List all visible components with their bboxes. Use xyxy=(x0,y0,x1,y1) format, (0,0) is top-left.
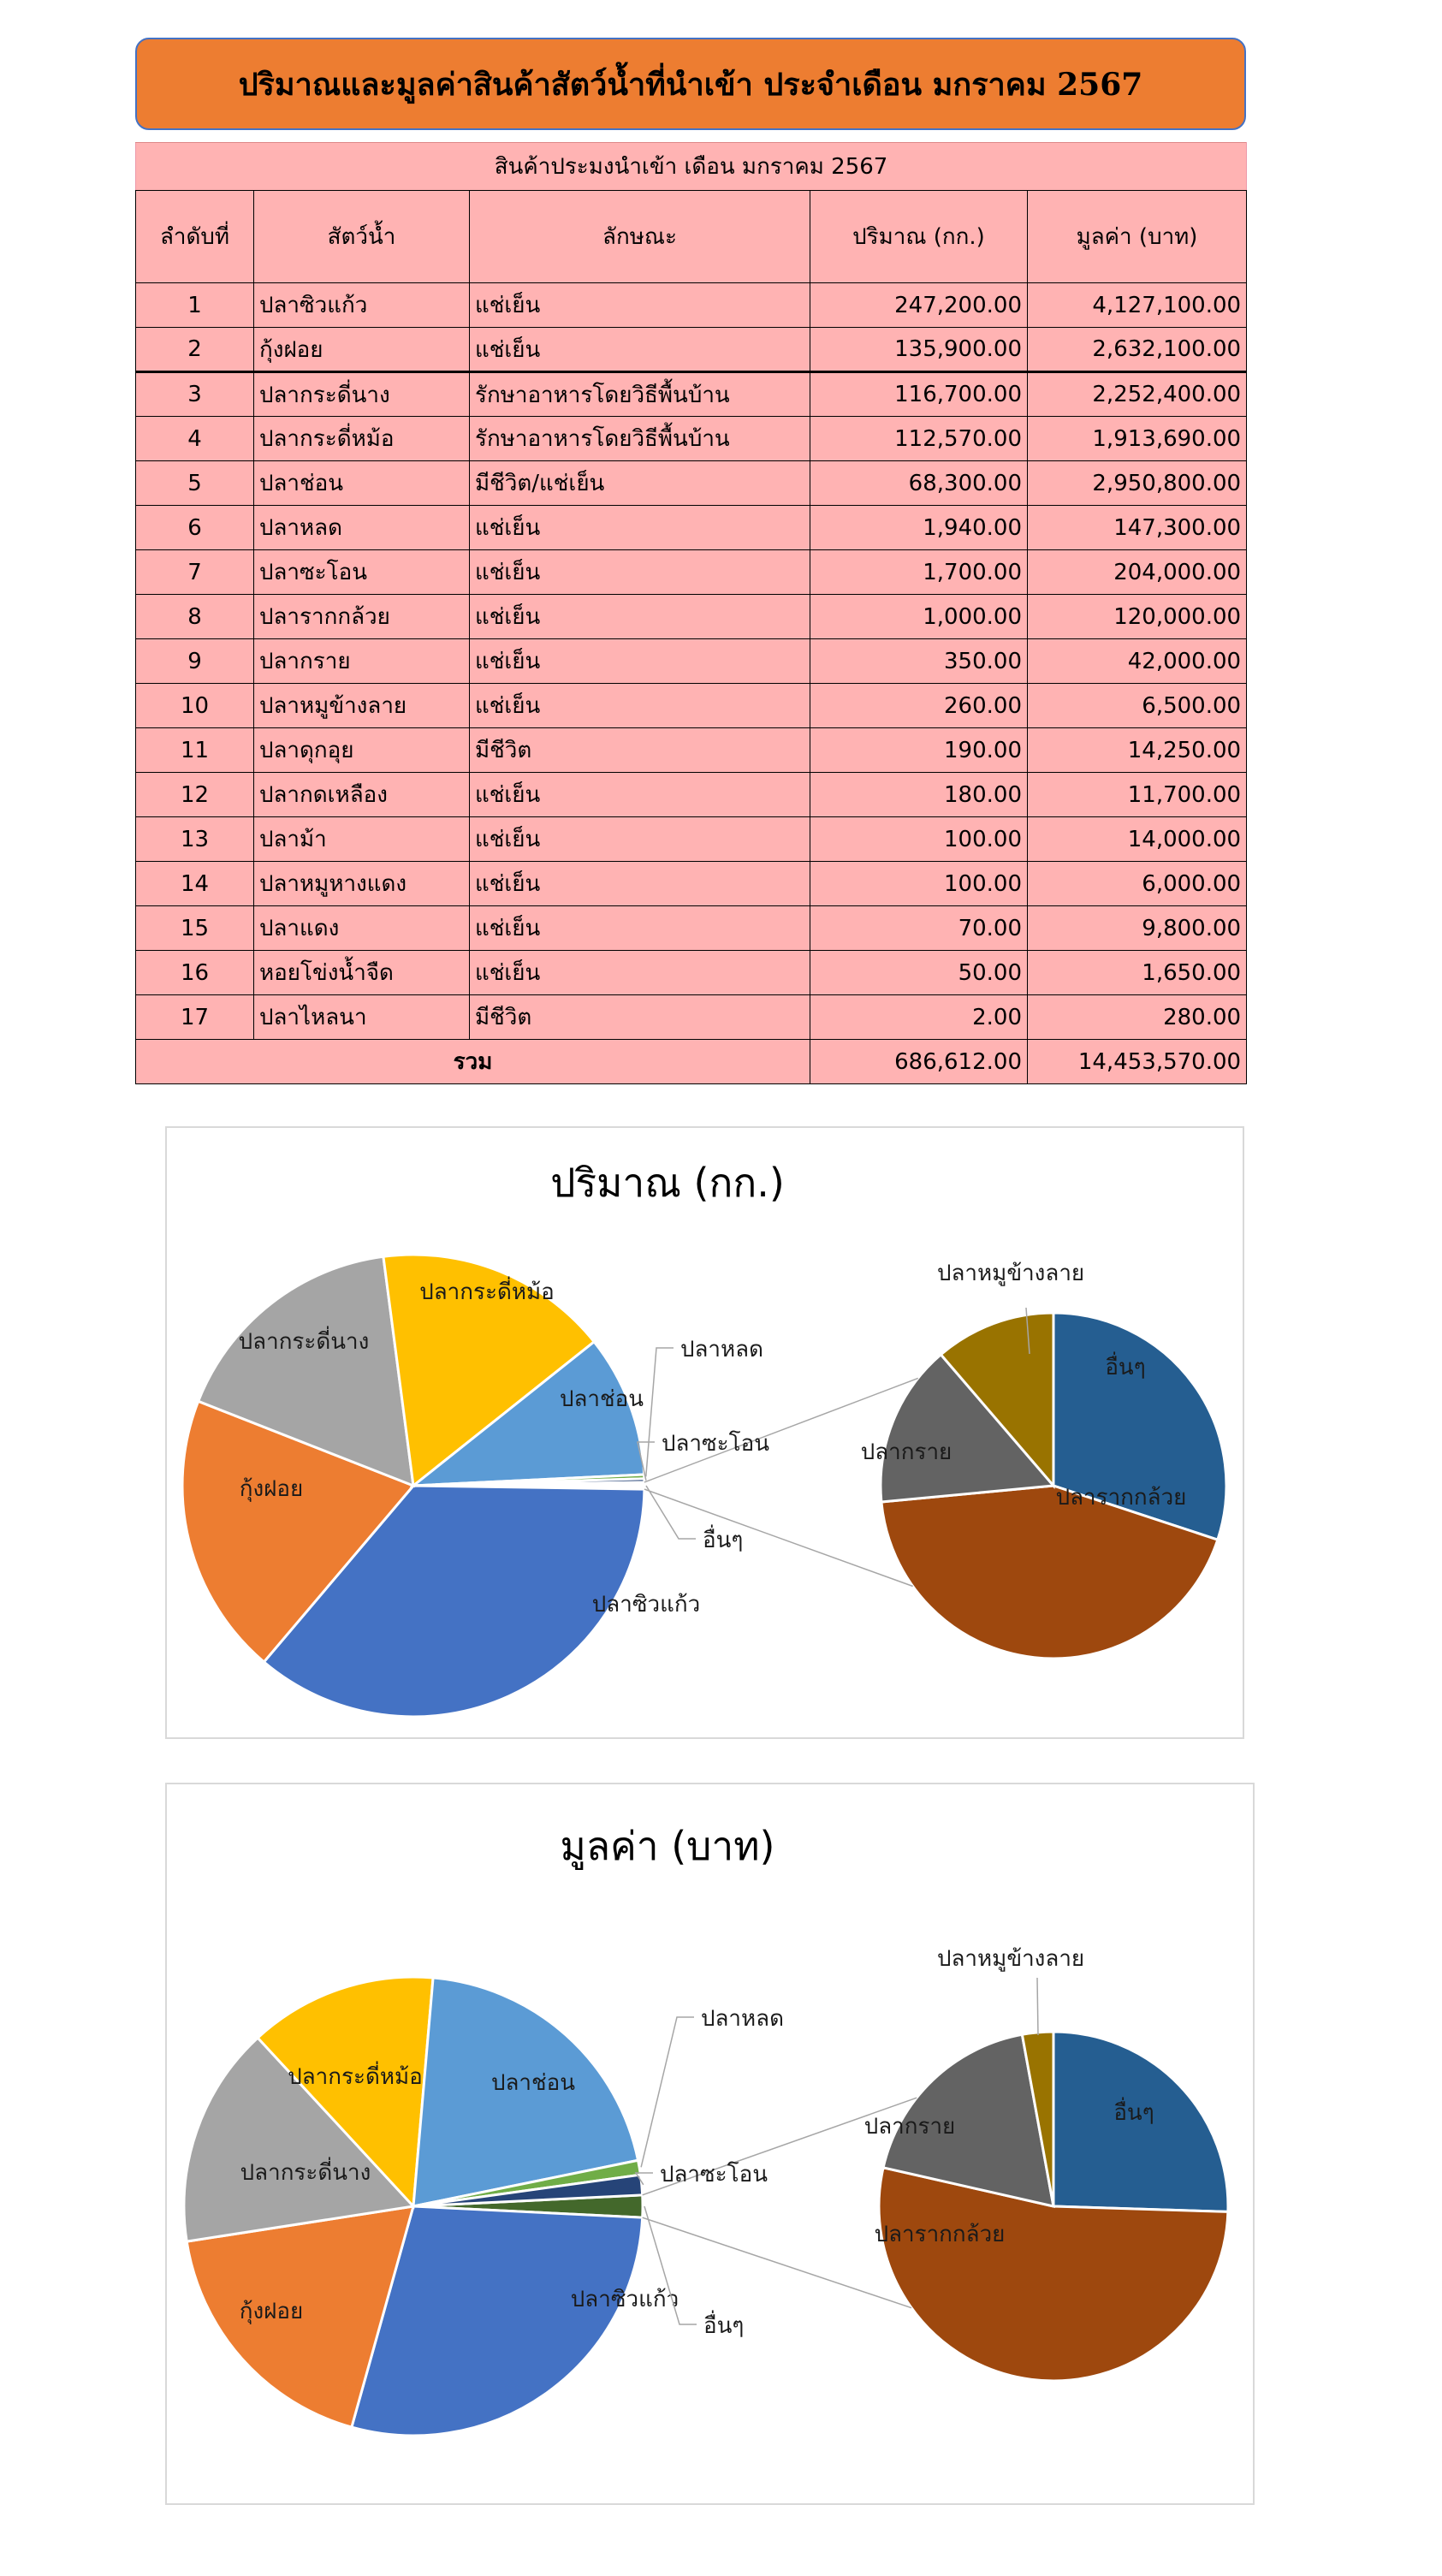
cell-type: มีชีวิต/แช่เย็น xyxy=(470,461,810,506)
cell-animal: ปลาซะโอน xyxy=(254,550,470,595)
cell-no: 8 xyxy=(136,595,254,639)
cell-value: 4,127,100.00 xyxy=(1028,283,1247,328)
col-header-animal: สัตว์น้ำ xyxy=(254,191,470,283)
pie-label: ปลาซิวแก้ว xyxy=(570,2287,679,2312)
cell-type: แช่เย็น xyxy=(470,328,810,372)
cell-value: 42,000.00 xyxy=(1028,639,1247,684)
table-total-row xyxy=(136,1040,1247,1084)
cell-quantity: 70.00 xyxy=(810,906,1028,951)
cell-animal: ปลาซิวแก้ว xyxy=(254,283,470,328)
breakout-label: ปลารากกล้วย xyxy=(874,2222,1006,2247)
table-row xyxy=(136,417,1247,461)
total-label: รวม xyxy=(136,1040,810,1084)
cell-value: 14,250.00 xyxy=(1028,728,1247,773)
breakout-label: ปลารากกล้วย xyxy=(1055,1485,1187,1511)
pie-label: ปลาช่อน xyxy=(559,1386,644,1412)
cell-value: 280.00 xyxy=(1028,995,1247,1040)
table-row xyxy=(136,283,1247,328)
chart-title: มูลค่า (บาท) xyxy=(560,1823,775,1869)
table-row xyxy=(136,550,1247,595)
cell-type: แช่เย็น xyxy=(470,595,810,639)
pie-label: ปลากระดี่หม้อ xyxy=(419,1279,555,1305)
import-table xyxy=(135,142,1247,1084)
cell-animal: ปลากดเหลือง xyxy=(254,773,470,817)
cell-quantity: 260.00 xyxy=(810,684,1028,728)
connector-line xyxy=(643,2217,911,2307)
cell-animal: ปลาช่อน xyxy=(254,461,470,506)
cell-type: แช่เย็น xyxy=(470,506,810,550)
quantity-chart xyxy=(165,1126,1244,1739)
cell-type: แช่เย็น xyxy=(470,283,810,328)
cell-animal: ปลาหมูข้างลาย xyxy=(254,684,470,728)
pie-outside-label: ปลาซะโอน xyxy=(662,1431,770,1457)
table-row xyxy=(136,372,1247,417)
pie-outside-label: ปลาซะโอน xyxy=(660,2162,768,2187)
cell-no: 14 xyxy=(136,862,254,906)
cell-quantity: 135,900.00 xyxy=(810,328,1028,372)
leader-line xyxy=(641,2017,694,2167)
cell-animal: กุ้งฝอย xyxy=(254,328,470,372)
cell-value: 1,650.00 xyxy=(1028,951,1247,995)
table-row xyxy=(136,906,1247,951)
cell-no: 7 xyxy=(136,550,254,595)
table-subtitle: สินค้าประมงนำเข้า เดือน มกราคม 2567 xyxy=(136,143,1247,191)
cell-value: 204,000.00 xyxy=(1028,550,1247,595)
cell-quantity: 247,200.00 xyxy=(810,283,1028,328)
cell-no: 3 xyxy=(136,372,254,417)
quantity-chart-svg xyxy=(167,1128,1246,1741)
cell-animal: ปลาดุกอุย xyxy=(254,728,470,773)
cell-no: 4 xyxy=(136,417,254,461)
page-title: ปริมาณและมูลค่าสินค้าสัตว์น้ำที่นำเข้า ประจำเดือน มกราคม 2567 xyxy=(238,66,1143,103)
table-row xyxy=(136,995,1247,1040)
table-row xyxy=(136,328,1247,372)
cell-quantity: 2.00 xyxy=(810,995,1028,1040)
cell-value: 2,252,400.00 xyxy=(1028,372,1247,417)
cell-no: 10 xyxy=(136,684,254,728)
value-chart xyxy=(165,1783,1255,2505)
cell-no: 2 xyxy=(136,328,254,372)
pie-label: ปลาซิวแก้ว xyxy=(591,1592,701,1617)
cell-no: 15 xyxy=(136,906,254,951)
cell-type: แช่เย็น xyxy=(470,906,810,951)
cell-type: รักษาอาหารโดยวิธีพื้นบ้าน xyxy=(470,372,810,417)
cell-quantity: 1,940.00 xyxy=(810,506,1028,550)
cell-type: แช่เย็น xyxy=(470,639,810,684)
leader-line xyxy=(646,1348,674,1476)
cell-type: แช่เย็น xyxy=(470,550,810,595)
cell-type: แช่เย็น xyxy=(470,684,810,728)
table-row xyxy=(136,506,1247,550)
cell-type: แช่เย็น xyxy=(470,862,810,906)
pie-label: ปลากระดี่หม้อ xyxy=(288,2064,423,2090)
cell-value: 9,800.00 xyxy=(1028,906,1247,951)
table-header-row xyxy=(136,191,1247,283)
cell-animal: ปลากระดี่หม้อ xyxy=(254,417,470,461)
cell-animal: หอยโข่งน้ำจืด xyxy=(254,951,470,995)
cell-no: 5 xyxy=(136,461,254,506)
table-row xyxy=(136,817,1247,862)
connector-line xyxy=(644,1489,913,1586)
cell-quantity: 100.00 xyxy=(810,862,1028,906)
table-row xyxy=(136,684,1247,728)
breakout-label: อื่นๆ xyxy=(1113,2100,1154,2126)
pie-label: ปลาช่อน xyxy=(490,2070,576,2096)
pie-label: ปลากระดี่นาง xyxy=(240,2160,371,2186)
table-subtitle-row xyxy=(136,143,1247,191)
cell-value: 6,000.00 xyxy=(1028,862,1247,906)
cell-value: 2,950,800.00 xyxy=(1028,461,1247,506)
table-row xyxy=(136,773,1247,817)
cell-value: 11,700.00 xyxy=(1028,773,1247,817)
breakout-label: ปลากราย xyxy=(860,1439,952,1465)
cell-no: 1 xyxy=(136,283,254,328)
value-chart-svg xyxy=(167,1784,1256,2507)
pie-outside-label: อื่นๆ xyxy=(703,1528,744,1553)
pie-label: กุ้งฝอย xyxy=(239,1476,304,1502)
breakout-label: ปลาหมูข้างลาย xyxy=(937,1946,1085,1972)
cell-type: แช่เย็น xyxy=(470,817,810,862)
total-value: 14,453,570.00 xyxy=(1028,1040,1247,1084)
cell-quantity: 1,000.00 xyxy=(810,595,1028,639)
cell-quantity: 350.00 xyxy=(810,639,1028,684)
cell-value: 14,000.00 xyxy=(1028,817,1247,862)
breakout-label: ปลากราย xyxy=(863,2114,956,2140)
cell-no: 12 xyxy=(136,773,254,817)
cell-animal: ปลาหมูหางแดง xyxy=(254,862,470,906)
col-header-value: มูลค่า (บาท) xyxy=(1028,191,1247,283)
cell-no: 11 xyxy=(136,728,254,773)
total-quantity: 686,612.00 xyxy=(810,1040,1028,1084)
cell-type: แช่เย็น xyxy=(470,951,810,995)
leader-line xyxy=(1037,1978,1038,2035)
cell-no: 13 xyxy=(136,817,254,862)
cell-value: 120,000.00 xyxy=(1028,595,1247,639)
cell-quantity: 68,300.00 xyxy=(810,461,1028,506)
table-row xyxy=(136,728,1247,773)
leader-line xyxy=(646,1486,696,1539)
breakout-label: อื่นๆ xyxy=(1105,1355,1146,1380)
cell-animal: ปลารากกล้วย xyxy=(254,595,470,639)
cell-no: 9 xyxy=(136,639,254,684)
cell-quantity: 50.00 xyxy=(810,951,1028,995)
table-row xyxy=(136,862,1247,906)
cell-quantity: 112,570.00 xyxy=(810,417,1028,461)
cell-no: 6 xyxy=(136,506,254,550)
cell-quantity: 1,700.00 xyxy=(810,550,1028,595)
cell-quantity: 180.00 xyxy=(810,773,1028,817)
cell-value: 2,632,100.00 xyxy=(1028,328,1247,372)
cell-animal: ปลากระดี่นาง xyxy=(254,372,470,417)
cell-animal: ปลาแดง xyxy=(254,906,470,951)
pie-label: กุ้งฝอย xyxy=(239,2299,304,2324)
table-row xyxy=(136,639,1247,684)
cell-value: 147,300.00 xyxy=(1028,506,1247,550)
cell-animal: ปลาหลด xyxy=(254,506,470,550)
cell-no: 16 xyxy=(136,951,254,995)
pie-label: ปลากระดี่นาง xyxy=(238,1329,370,1355)
cell-value: 1,913,690.00 xyxy=(1028,417,1247,461)
pie-outside-label: อื่นๆ xyxy=(703,2313,745,2339)
pie-outside-label: ปลาหลด xyxy=(680,1337,763,1362)
title-banner xyxy=(135,38,1246,130)
cell-animal: ปลาไหลนา xyxy=(254,995,470,1040)
cell-no: 17 xyxy=(136,995,254,1040)
cell-quantity: 116,700.00 xyxy=(810,372,1028,417)
cell-quantity: 100.00 xyxy=(810,817,1028,862)
cell-type: แช่เย็น xyxy=(470,773,810,817)
table-row xyxy=(136,951,1247,995)
cell-animal: ปลาม้า xyxy=(254,817,470,862)
col-header-quantity: ปริมาณ (กก.) xyxy=(810,191,1028,283)
cell-animal: ปลากราย xyxy=(254,639,470,684)
cell-type: มีชีวิต xyxy=(470,728,810,773)
col-header-no: ลำดับที่ xyxy=(136,191,254,283)
breakout-label: ปลาหมูข้างลาย xyxy=(937,1261,1085,1286)
table-row xyxy=(136,461,1247,506)
chart-title: ปริมาณ (กก.) xyxy=(550,1160,785,1206)
pie-outside-label: ปลาหลด xyxy=(701,2006,784,2032)
cell-value: 6,500.00 xyxy=(1028,684,1247,728)
cell-quantity: 190.00 xyxy=(810,728,1028,773)
col-header-type: ลักษณะ xyxy=(470,191,810,283)
cell-type: รักษาอาหารโดยวิธีพื้นบ้าน xyxy=(470,417,810,461)
table-row xyxy=(136,595,1247,639)
cell-type: มีชีวิต xyxy=(470,995,810,1040)
